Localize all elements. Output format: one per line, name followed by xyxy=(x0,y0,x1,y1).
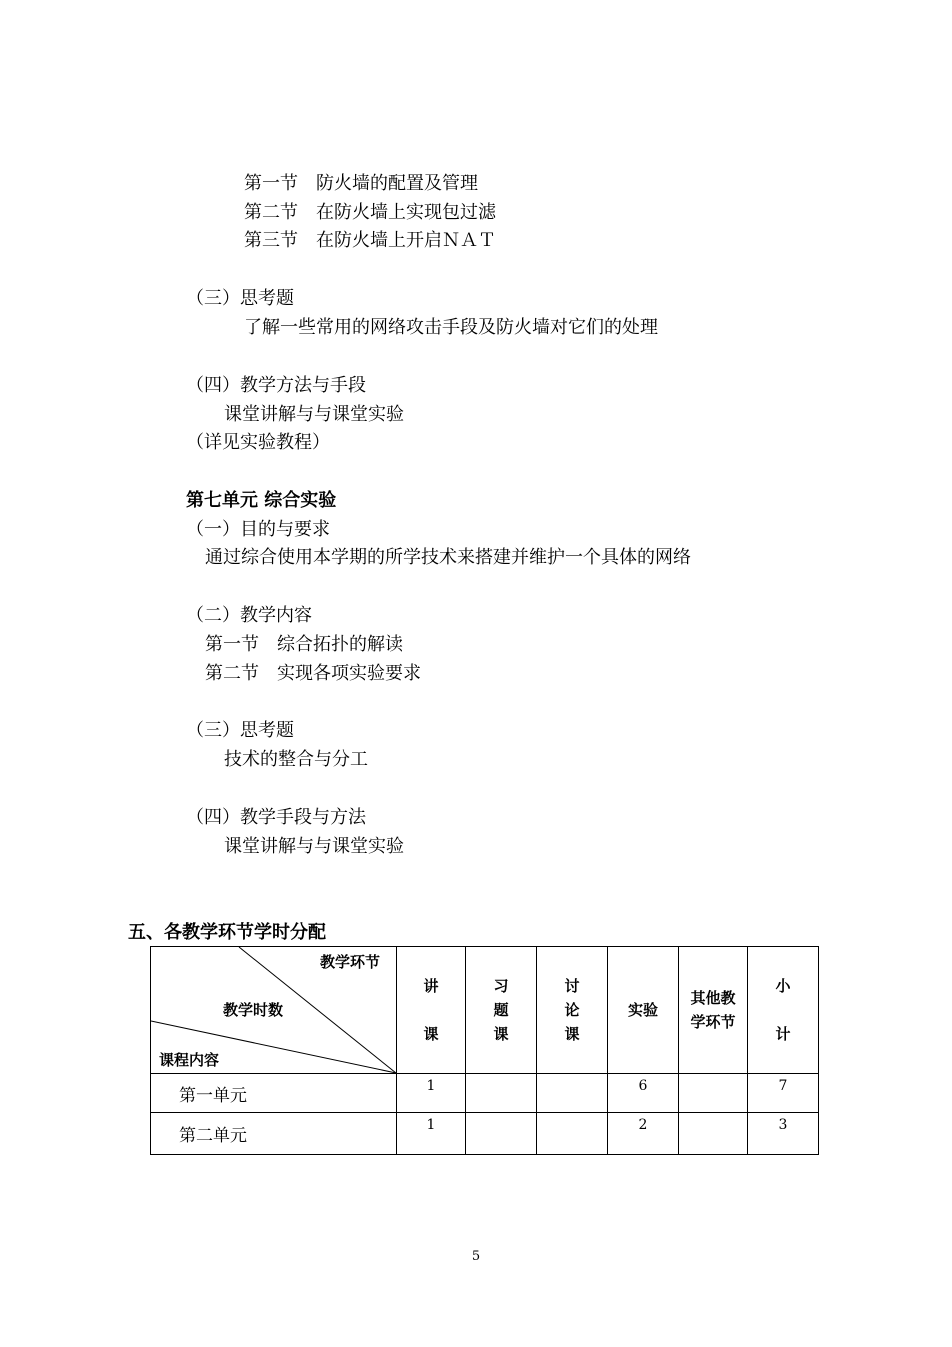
unit7-content-heading: （二）教学内容 xyxy=(186,605,312,626)
cell-other xyxy=(679,1113,748,1155)
hours-allocation-table xyxy=(150,946,819,1155)
unit6-think-text: 了解一些常用的网络攻击手段及防火墙对它们的处理 xyxy=(244,317,658,338)
diagonal-header-cell xyxy=(151,947,397,1074)
unit6-method-heading: （四）教学方法与手段 xyxy=(186,375,366,396)
unit7-think-text: 技术的整合与分工 xyxy=(224,749,368,770)
diag-label-top: 教学环节 xyxy=(319,953,380,971)
page-number: 5 xyxy=(471,1249,481,1264)
cell-experiment: 6 xyxy=(608,1074,679,1113)
unit7-goal-text: 通过综合使用本学期的所学技术来搭建并维护一个具体的网络 xyxy=(205,547,691,568)
unit6-think-heading: （三）思考题 xyxy=(186,288,294,309)
cell-experiment: 2 xyxy=(608,1113,679,1155)
cell-exercise xyxy=(466,1074,537,1113)
unit6-method-note: （详见实验教程） xyxy=(186,432,330,453)
unit6-section-1: 第一节 防火墙的配置及管理 xyxy=(244,173,478,194)
unit7-title: 第七单元 综合实验 xyxy=(186,490,337,511)
table-row xyxy=(151,1074,819,1113)
cell-subtotal: 3 xyxy=(748,1113,819,1155)
col-header-other: 其他教 学环节 xyxy=(679,947,748,1074)
cell-other xyxy=(679,1074,748,1113)
section5-title: 五、各教学环节学时分配 xyxy=(128,922,326,943)
diag-label-bottom: 课程内容 xyxy=(159,1051,220,1069)
unit6-section-3: 第三节 在防火墙上开启ＮＡＴ xyxy=(244,230,496,251)
cell-lecture: 1 xyxy=(397,1113,466,1155)
unit7-section-1: 第一节 综合拓扑的解读 xyxy=(205,634,403,655)
row-label: 第二单元 xyxy=(151,1113,397,1155)
unit6-method-text: 课堂讲解与与课堂实验 xyxy=(224,404,404,425)
col-header-exercise: 习 题 课 xyxy=(466,947,537,1074)
unit6-section-2: 第二节 在防火墙上实现包过滤 xyxy=(244,202,496,223)
cell-discussion xyxy=(537,1113,608,1155)
row-label: 第一单元 xyxy=(151,1074,397,1113)
col-header-discussion: 讨 论 课 xyxy=(537,947,608,1074)
table-header-row xyxy=(151,947,819,1074)
unit7-goal-heading: （一）目的与要求 xyxy=(186,519,330,540)
col-header-experiment: 实验 xyxy=(608,947,679,1074)
cell-discussion xyxy=(537,1074,608,1113)
diag-label-middle: 教学时数 xyxy=(223,1001,284,1019)
cell-subtotal: 7 xyxy=(748,1074,819,1113)
unit7-section-2: 第二节 实现各项实验要求 xyxy=(205,663,421,684)
unit7-method-text: 课堂讲解与与课堂实验 xyxy=(224,836,404,857)
unit7-think-heading: （三）思考题 xyxy=(186,720,294,741)
cell-lecture: 1 xyxy=(397,1074,466,1113)
col-header-subtotal: 小 计 xyxy=(748,947,819,1074)
cell-exercise xyxy=(466,1113,537,1155)
unit7-method-heading: （四）教学手段与方法 xyxy=(186,807,366,828)
col-header-lecture: 讲 课 xyxy=(397,947,466,1074)
table-row xyxy=(151,1113,819,1155)
